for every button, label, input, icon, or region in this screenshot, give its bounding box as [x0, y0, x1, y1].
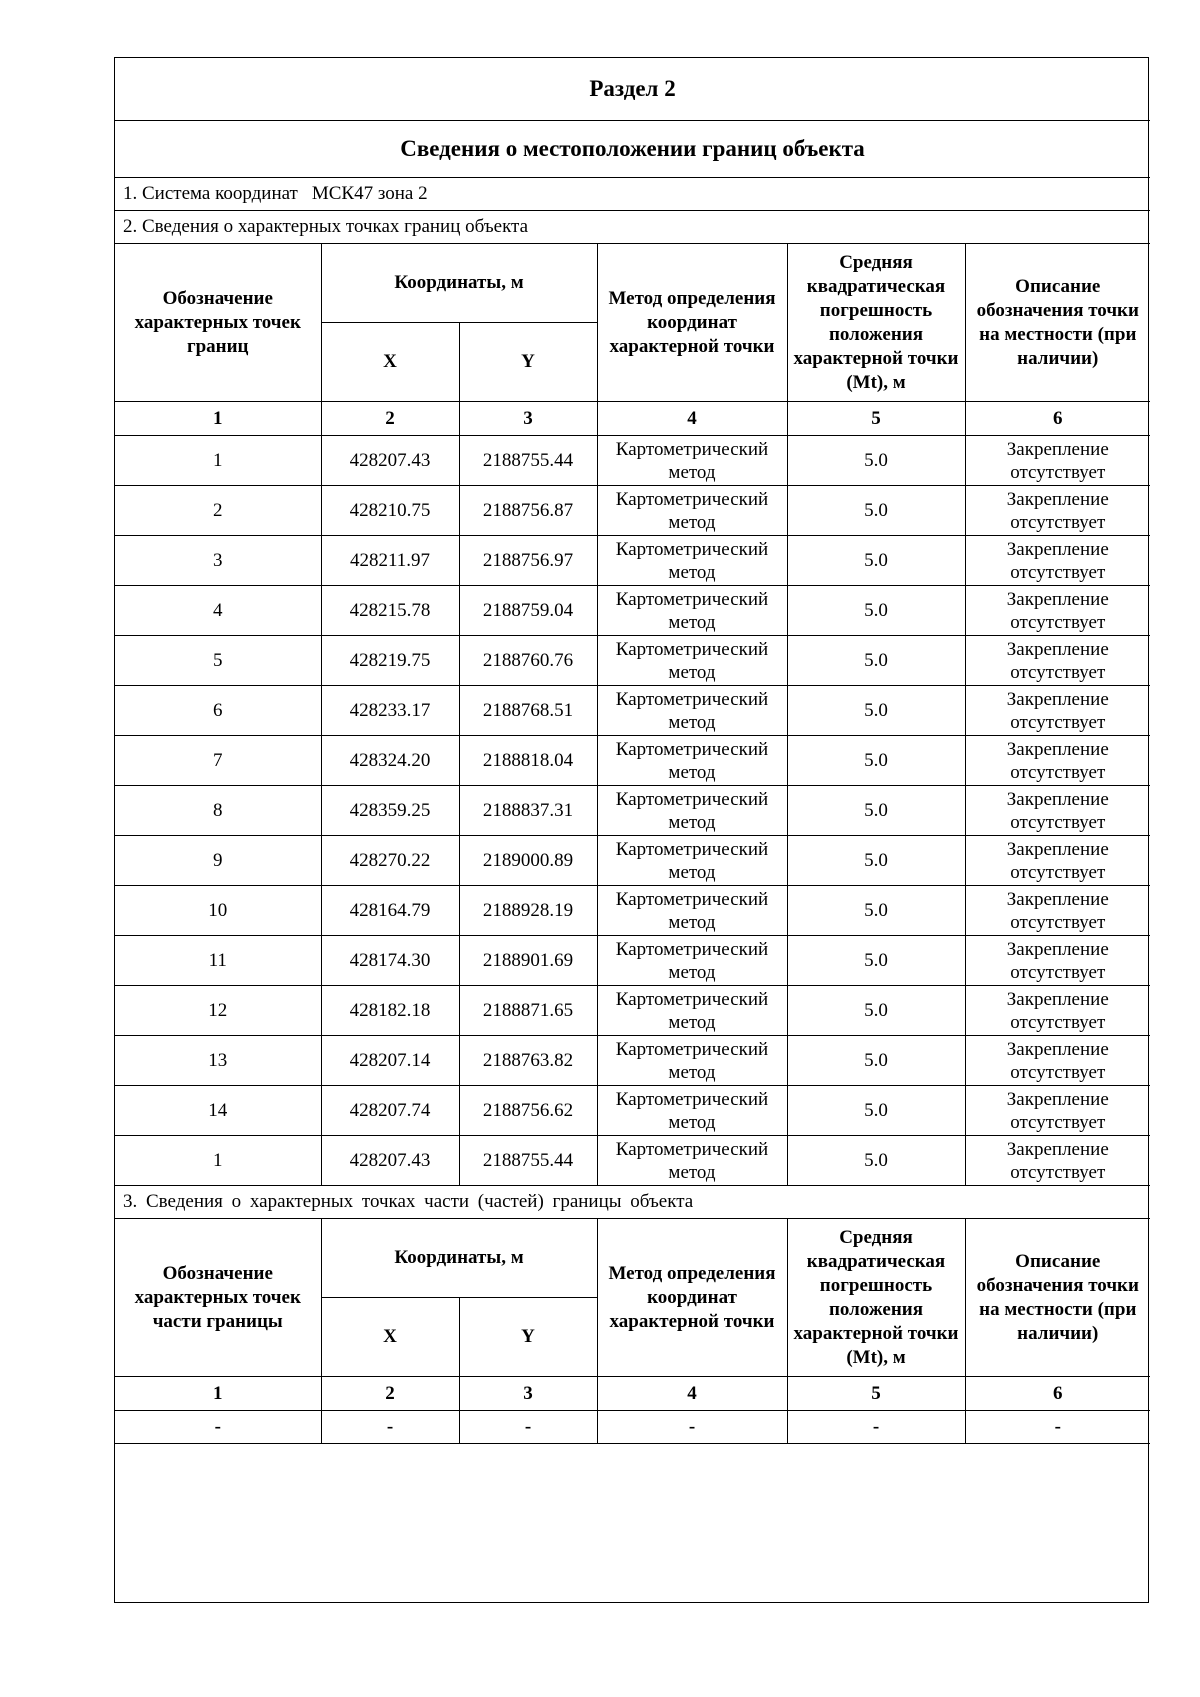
mt-value-cell: 5.0	[787, 1086, 965, 1136]
col-number: 3	[459, 402, 597, 436]
coord-y-cell: 2188768.51	[459, 686, 597, 736]
coord-x-cell: 428164.79	[321, 886, 459, 936]
method-cell: Картометрический метод	[597, 536, 787, 586]
description-cell: Закрепление отсутствует	[965, 1136, 1150, 1186]
coord-y-cell: 2188928.19	[459, 886, 597, 936]
point-number-cell: 5	[115, 636, 321, 686]
coord-y-cell: 2188755.44	[459, 1136, 597, 1186]
header-method: Метод определения координат характерной точки	[597, 244, 787, 402]
coord-y-cell: 2188756.97	[459, 536, 597, 586]
header-y: Y	[459, 323, 597, 402]
coord-x-cell: 428174.30	[321, 936, 459, 986]
parts-section-label: 3. Сведения о характерных точках части (частей) границы объекта	[115, 1186, 1150, 1219]
parts-header-designation: Обозначение характерных точек части границы	[115, 1219, 321, 1377]
coord-x-cell: 428324.20	[321, 736, 459, 786]
coord-x-cell: 428207.74	[321, 1086, 459, 1136]
column-numbers-row	[115, 402, 1150, 436]
header-description: Описание обозначения точки на местности (при наличии)	[965, 244, 1150, 402]
parts-header-coords: Координаты, м	[321, 1219, 597, 1298]
description-cell: Закрепление отсутствует	[965, 536, 1150, 586]
parts-header-description: Описание обозначения точки на местности (при наличии)	[965, 1219, 1150, 1377]
parts-header-x: X	[321, 1298, 459, 1377]
description-cell: Закрепление отсутствует	[965, 1086, 1150, 1136]
coord-x-cell: 428270.22	[321, 836, 459, 886]
parts-empty-row	[115, 1411, 1150, 1444]
point-number-cell: 14	[115, 1086, 321, 1136]
coord-system-row	[115, 178, 1150, 211]
dash-cell: -	[965, 1411, 1150, 1444]
coord-y-cell: 2188871.65	[459, 986, 597, 1036]
method-cell: Картометрический метод	[597, 436, 787, 486]
point-number-cell: 6	[115, 686, 321, 736]
col-number: 4	[597, 402, 787, 436]
coord-y-cell: 2188756.62	[459, 1086, 597, 1136]
document-sheet	[114, 57, 1149, 1603]
mt-value-cell: 5.0	[787, 586, 965, 636]
table-row	[115, 836, 1150, 886]
col-number: 5	[787, 1377, 965, 1411]
section-title: Раздел 2	[115, 58, 1150, 121]
method-cell: Картометрический метод	[597, 1136, 787, 1186]
mt-value-cell: 5.0	[787, 486, 965, 536]
coord-system-value: МСК47 зона 2	[311, 183, 428, 204]
mt-value-cell: 5.0	[787, 1036, 965, 1086]
method-cell: Картометрический метод	[597, 486, 787, 536]
parts-header-error: Средняя квадратическая погрешность положения характерной точки (Mt), м	[787, 1219, 965, 1377]
method-cell: Картометрический метод	[597, 1086, 787, 1136]
description-cell: Закрепление отсутствует	[965, 736, 1150, 786]
point-number-cell: 12	[115, 986, 321, 1036]
coord-x-cell: 428359.25	[321, 786, 459, 836]
table-row	[115, 986, 1150, 1036]
table-row	[115, 536, 1150, 586]
boundary-table	[115, 58, 1150, 1562]
mt-value-cell: 5.0	[787, 936, 965, 986]
method-cell: Картометрический метод	[597, 736, 787, 786]
description-cell: Закрепление отсутствует	[965, 836, 1150, 886]
dash-cell: -	[321, 1411, 459, 1444]
coord-x-cell: 428211.97	[321, 536, 459, 586]
col-number: 3	[459, 1377, 597, 1411]
table-row	[115, 486, 1150, 536]
coord-y-cell: 2189000.89	[459, 836, 597, 886]
mt-value-cell: 5.0	[787, 736, 965, 786]
method-cell: Картометрический метод	[597, 886, 787, 936]
col-number: 1	[115, 1377, 321, 1411]
blank-area-row	[115, 1444, 1150, 1563]
method-cell: Картометрический метод	[597, 786, 787, 836]
dash-cell: -	[597, 1411, 787, 1444]
point-number-cell: 8	[115, 786, 321, 836]
coord-y-cell: 2188818.04	[459, 736, 597, 786]
method-cell: Картометрический метод	[597, 636, 787, 686]
method-cell: Картометрический метод	[597, 836, 787, 886]
description-cell: Закрепление отсутствует	[965, 686, 1150, 736]
coord-x-cell: 428210.75	[321, 486, 459, 536]
coord-y-cell: 2188763.82	[459, 1036, 597, 1086]
dash-cell: -	[115, 1411, 321, 1444]
section-subtitle: Сведения о местоположении границ объекта	[115, 121, 1150, 178]
table-row	[115, 436, 1150, 486]
point-number-cell: 4	[115, 586, 321, 636]
dash-cell: -	[459, 1411, 597, 1444]
point-number-cell: 10	[115, 886, 321, 936]
description-cell: Закрепление отсутствует	[965, 636, 1150, 686]
points-section-label: 2. Сведения о характерных точках границ объекта	[115, 211, 1150, 244]
coord-x-cell: 428233.17	[321, 686, 459, 736]
coord-x-cell: 428207.14	[321, 1036, 459, 1086]
description-cell: Закрепление отсутствует	[965, 886, 1150, 936]
dash-cell: -	[787, 1411, 965, 1444]
point-number-cell: 3	[115, 536, 321, 586]
coord-x-cell: 428215.78	[321, 586, 459, 636]
method-cell: Картометрический метод	[597, 1036, 787, 1086]
coord-y-cell: 2188901.69	[459, 936, 597, 986]
mt-value-cell: 5.0	[787, 886, 965, 936]
mt-value-cell: 5.0	[787, 436, 965, 486]
header-x: X	[321, 323, 459, 402]
header-coords: Координаты, м	[321, 244, 597, 323]
col-number: 2	[321, 1377, 459, 1411]
coord-x-cell: 428219.75	[321, 636, 459, 686]
description-cell: Закрепление отсутствует	[965, 486, 1150, 536]
point-number-cell: 11	[115, 936, 321, 986]
table-row	[115, 1136, 1150, 1186]
description-cell: Закрепление отсутствует	[965, 1036, 1150, 1086]
mt-value-cell: 5.0	[787, 536, 965, 586]
col-number: 6	[965, 402, 1150, 436]
col-number: 5	[787, 402, 965, 436]
point-number-cell: 7	[115, 736, 321, 786]
point-number-cell: 1	[115, 1136, 321, 1186]
col-number: 4	[597, 1377, 787, 1411]
method-cell: Картометрический метод	[597, 686, 787, 736]
coord-y-cell: 2188756.87	[459, 486, 597, 536]
coord-y-cell: 2188837.31	[459, 786, 597, 836]
table-row	[115, 886, 1150, 936]
mt-value-cell: 5.0	[787, 986, 965, 1036]
table-row	[115, 936, 1150, 986]
point-number-cell: 2	[115, 486, 321, 536]
coord-y-cell: 2188759.04	[459, 586, 597, 636]
table-row	[115, 586, 1150, 636]
coord-system-label: 1. Система координат	[123, 183, 298, 204]
table-row	[115, 686, 1150, 736]
table-row	[115, 786, 1150, 836]
description-cell: Закрепление отсутствует	[965, 436, 1150, 486]
mt-value-cell: 5.0	[787, 686, 965, 736]
header-designation: Обозначение характерных точек границ	[115, 244, 321, 402]
mt-value-cell: 5.0	[787, 636, 965, 686]
coord-y-cell: 2188760.76	[459, 636, 597, 686]
description-cell: Закрепление отсутствует	[965, 586, 1150, 636]
col-number: 1	[115, 402, 321, 436]
method-cell: Картометрический метод	[597, 986, 787, 1036]
parts-header-method: Метод определения координат характерной точки	[597, 1219, 787, 1377]
parts-column-numbers-row	[115, 1377, 1150, 1411]
description-cell: Закрепление отсутствует	[965, 986, 1150, 1036]
mt-value-cell: 5.0	[787, 836, 965, 886]
header-error: Средняя квадратическая погрешность положения характерной точки (Mt), м	[787, 244, 965, 402]
method-cell: Картометрический метод	[597, 936, 787, 986]
col-number: 2	[321, 402, 459, 436]
mt-value-cell: 5.0	[787, 786, 965, 836]
description-cell: Закрепление отсутствует	[965, 786, 1150, 836]
method-cell: Картометрический метод	[597, 586, 787, 636]
coord-x-cell: 428207.43	[321, 436, 459, 486]
point-number-cell: 13	[115, 1036, 321, 1086]
description-cell: Закрепление отсутствует	[965, 936, 1150, 986]
blank-area	[115, 1444, 1150, 1563]
coord-x-cell: 428207.43	[321, 1136, 459, 1186]
point-number-cell: 9	[115, 836, 321, 886]
coord-y-cell: 2188755.44	[459, 436, 597, 486]
mt-value-cell: 5.0	[787, 1136, 965, 1186]
point-number-cell: 1	[115, 436, 321, 486]
table-row	[115, 1086, 1150, 1136]
table-row	[115, 1036, 1150, 1086]
col-number: 6	[965, 1377, 1150, 1411]
table-row	[115, 736, 1150, 786]
parts-header-y: Y	[459, 1298, 597, 1377]
table-row	[115, 636, 1150, 686]
coord-x-cell: 428182.18	[321, 986, 459, 1036]
